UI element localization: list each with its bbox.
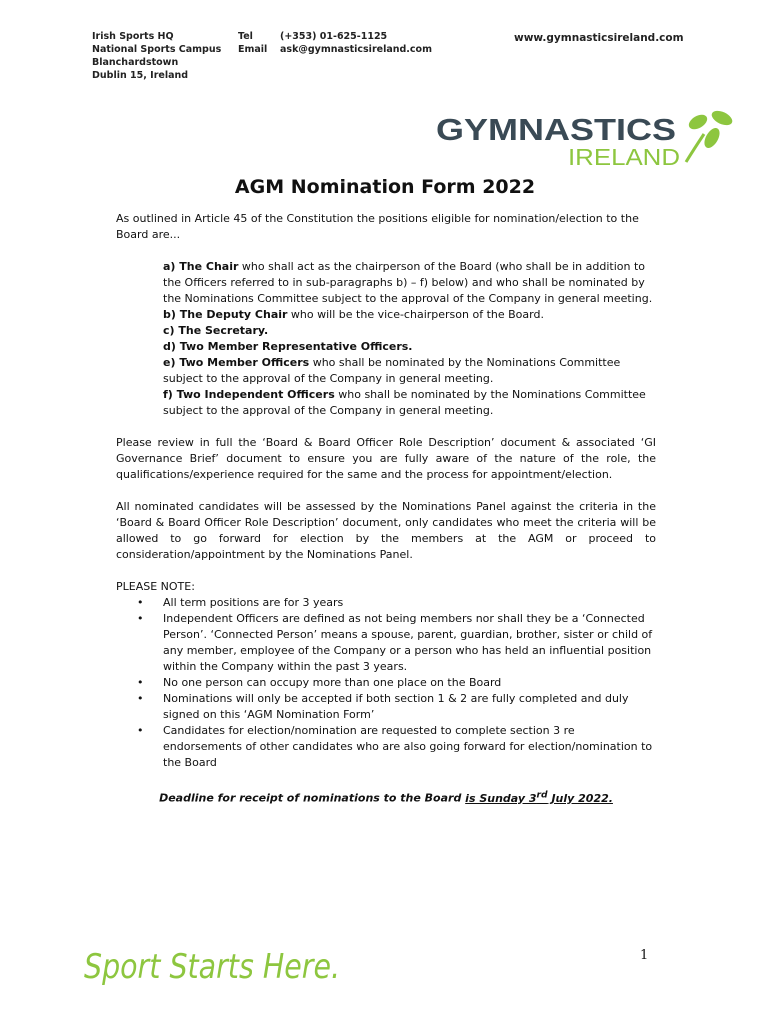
- tel-label: Tel: [238, 31, 253, 42]
- note-item: • All term positions are for 3 years: [163, 595, 656, 611]
- deadline-date: [465, 789, 613, 805]
- position-text: who shall be nominated by the Nominations Committee subject to the approval of the Company in general meeting.: [163, 356, 621, 385]
- tel-value: (+353) 01-625-1125: [280, 31, 388, 42]
- logo-text-ireland: IRELAND: [568, 144, 680, 170]
- note-item: • No one person can occupy more than one place on the Board: [163, 675, 656, 691]
- document-body: [116, 211, 656, 807]
- page-title: AGM Nomination Form 2022: [234, 176, 536, 198]
- website-link[interactable]: www.gymnasticsireland.com: [514, 32, 684, 44]
- page-number: 1: [640, 948, 649, 963]
- position-item: [163, 355, 656, 387]
- note-item: • Nominations will only be accepted if both section 1 & 2 are fully completed and duly signed on this ‘AGM Nomination Form’: [163, 691, 656, 723]
- position-item: [163, 259, 656, 307]
- deadline-date-end: July 2022.: [547, 791, 613, 805]
- address-line: Dublin 15, Ireland: [92, 70, 189, 81]
- email-label: Email: [238, 44, 268, 55]
- notes-list: [116, 595, 656, 771]
- positions-list: [116, 259, 656, 419]
- deadline-prefix: Deadline for receipt of nominations to the Board: [159, 791, 466, 805]
- deadline-notice: [116, 787, 656, 807]
- position-title: d) Two Member Representative Officers.: [163, 340, 413, 353]
- address-block: [92, 30, 221, 82]
- note-heading: PLEASE NOTE:: [116, 580, 195, 593]
- position-item: [163, 323, 656, 339]
- email-value[interactable]: ask@gymnasticsireland.com: [280, 44, 432, 55]
- position-item: [163, 339, 656, 355]
- deadline-date-main: is Sunday 3: [465, 791, 537, 805]
- note-item: • Independent Officers are defined as not being members nor shall they be a ‘Connected Person’. ‘Connected Person’ means a spouse, parent, guardian, brother, sister or child of any member, employee of the Company or a person who has held an influential position within the Company within the past 3 years.: [163, 611, 656, 675]
- assessment-paragraph: All nominated candidates will be assessed by the Nominations Panel against the criteria in the ‘Board & Board Officer Role Description’ document, only candidates who meet the criteria will be allowed to go forward for election by the members at the AGM or proceed to consideration/appointment by the Nominations Panel.: [116, 500, 656, 561]
- position-title: c) The Secretary.: [163, 324, 269, 337]
- review-paragraph: Please review in full the ‘Board & Board Officer Role Description’ document & associated ‘GI Governance Brief’ document to ensure you are fully aware of the nature of the role, the qualifications/experience required for the same and the process for appointment/election.: [116, 436, 656, 481]
- position-item: [163, 307, 656, 323]
- logo-text-gymnastics: GYMNASTICS: [436, 112, 676, 147]
- address-line: Irish Sports HQ: [92, 31, 174, 42]
- gymnastics-ireland-logo: [436, 104, 746, 174]
- position-item: [163, 387, 656, 419]
- deadline-date-suffix: rd: [536, 789, 548, 800]
- position-title: b) The Deputy Chair: [163, 308, 288, 321]
- position-text: who shall be nominated by the Nominations Committee subject to the approval of the Company in general meeting.: [163, 388, 646, 417]
- note-item: • Candidates for election/nomination are requested to complete section 3 re endorsements of other candidates who are also going forward for election/nomination to the Board: [163, 723, 656, 771]
- contact-block: [238, 30, 432, 56]
- position-title: a) The Chair: [163, 260, 239, 273]
- position-text: who shall act as the chairperson of the Board (who shall be in addition to the Officers referred to in sub-paragraphs b) – f) below) and who shall be nominated by the Nominations Committee subject to the approval of the Company in general meeting.: [163, 260, 653, 305]
- position-text: who will be the vice-chairperson of the Board.: [287, 308, 544, 321]
- tagline-text: Sport Starts Here.: [84, 947, 340, 987]
- intro-paragraph: As outlined in Article 45 of the Constitution the positions eligible for nomination/election to the Board are...: [116, 212, 639, 241]
- position-title: e) Two Member Officers: [163, 356, 310, 369]
- address-line: National Sports Campus: [92, 44, 222, 55]
- shamrock-icon: [686, 108, 735, 162]
- position-title: f) Two Independent Officers: [163, 388, 335, 401]
- sport-starts-here-tagline: [82, 936, 352, 996]
- address-line: Blanchardstown: [92, 57, 179, 68]
